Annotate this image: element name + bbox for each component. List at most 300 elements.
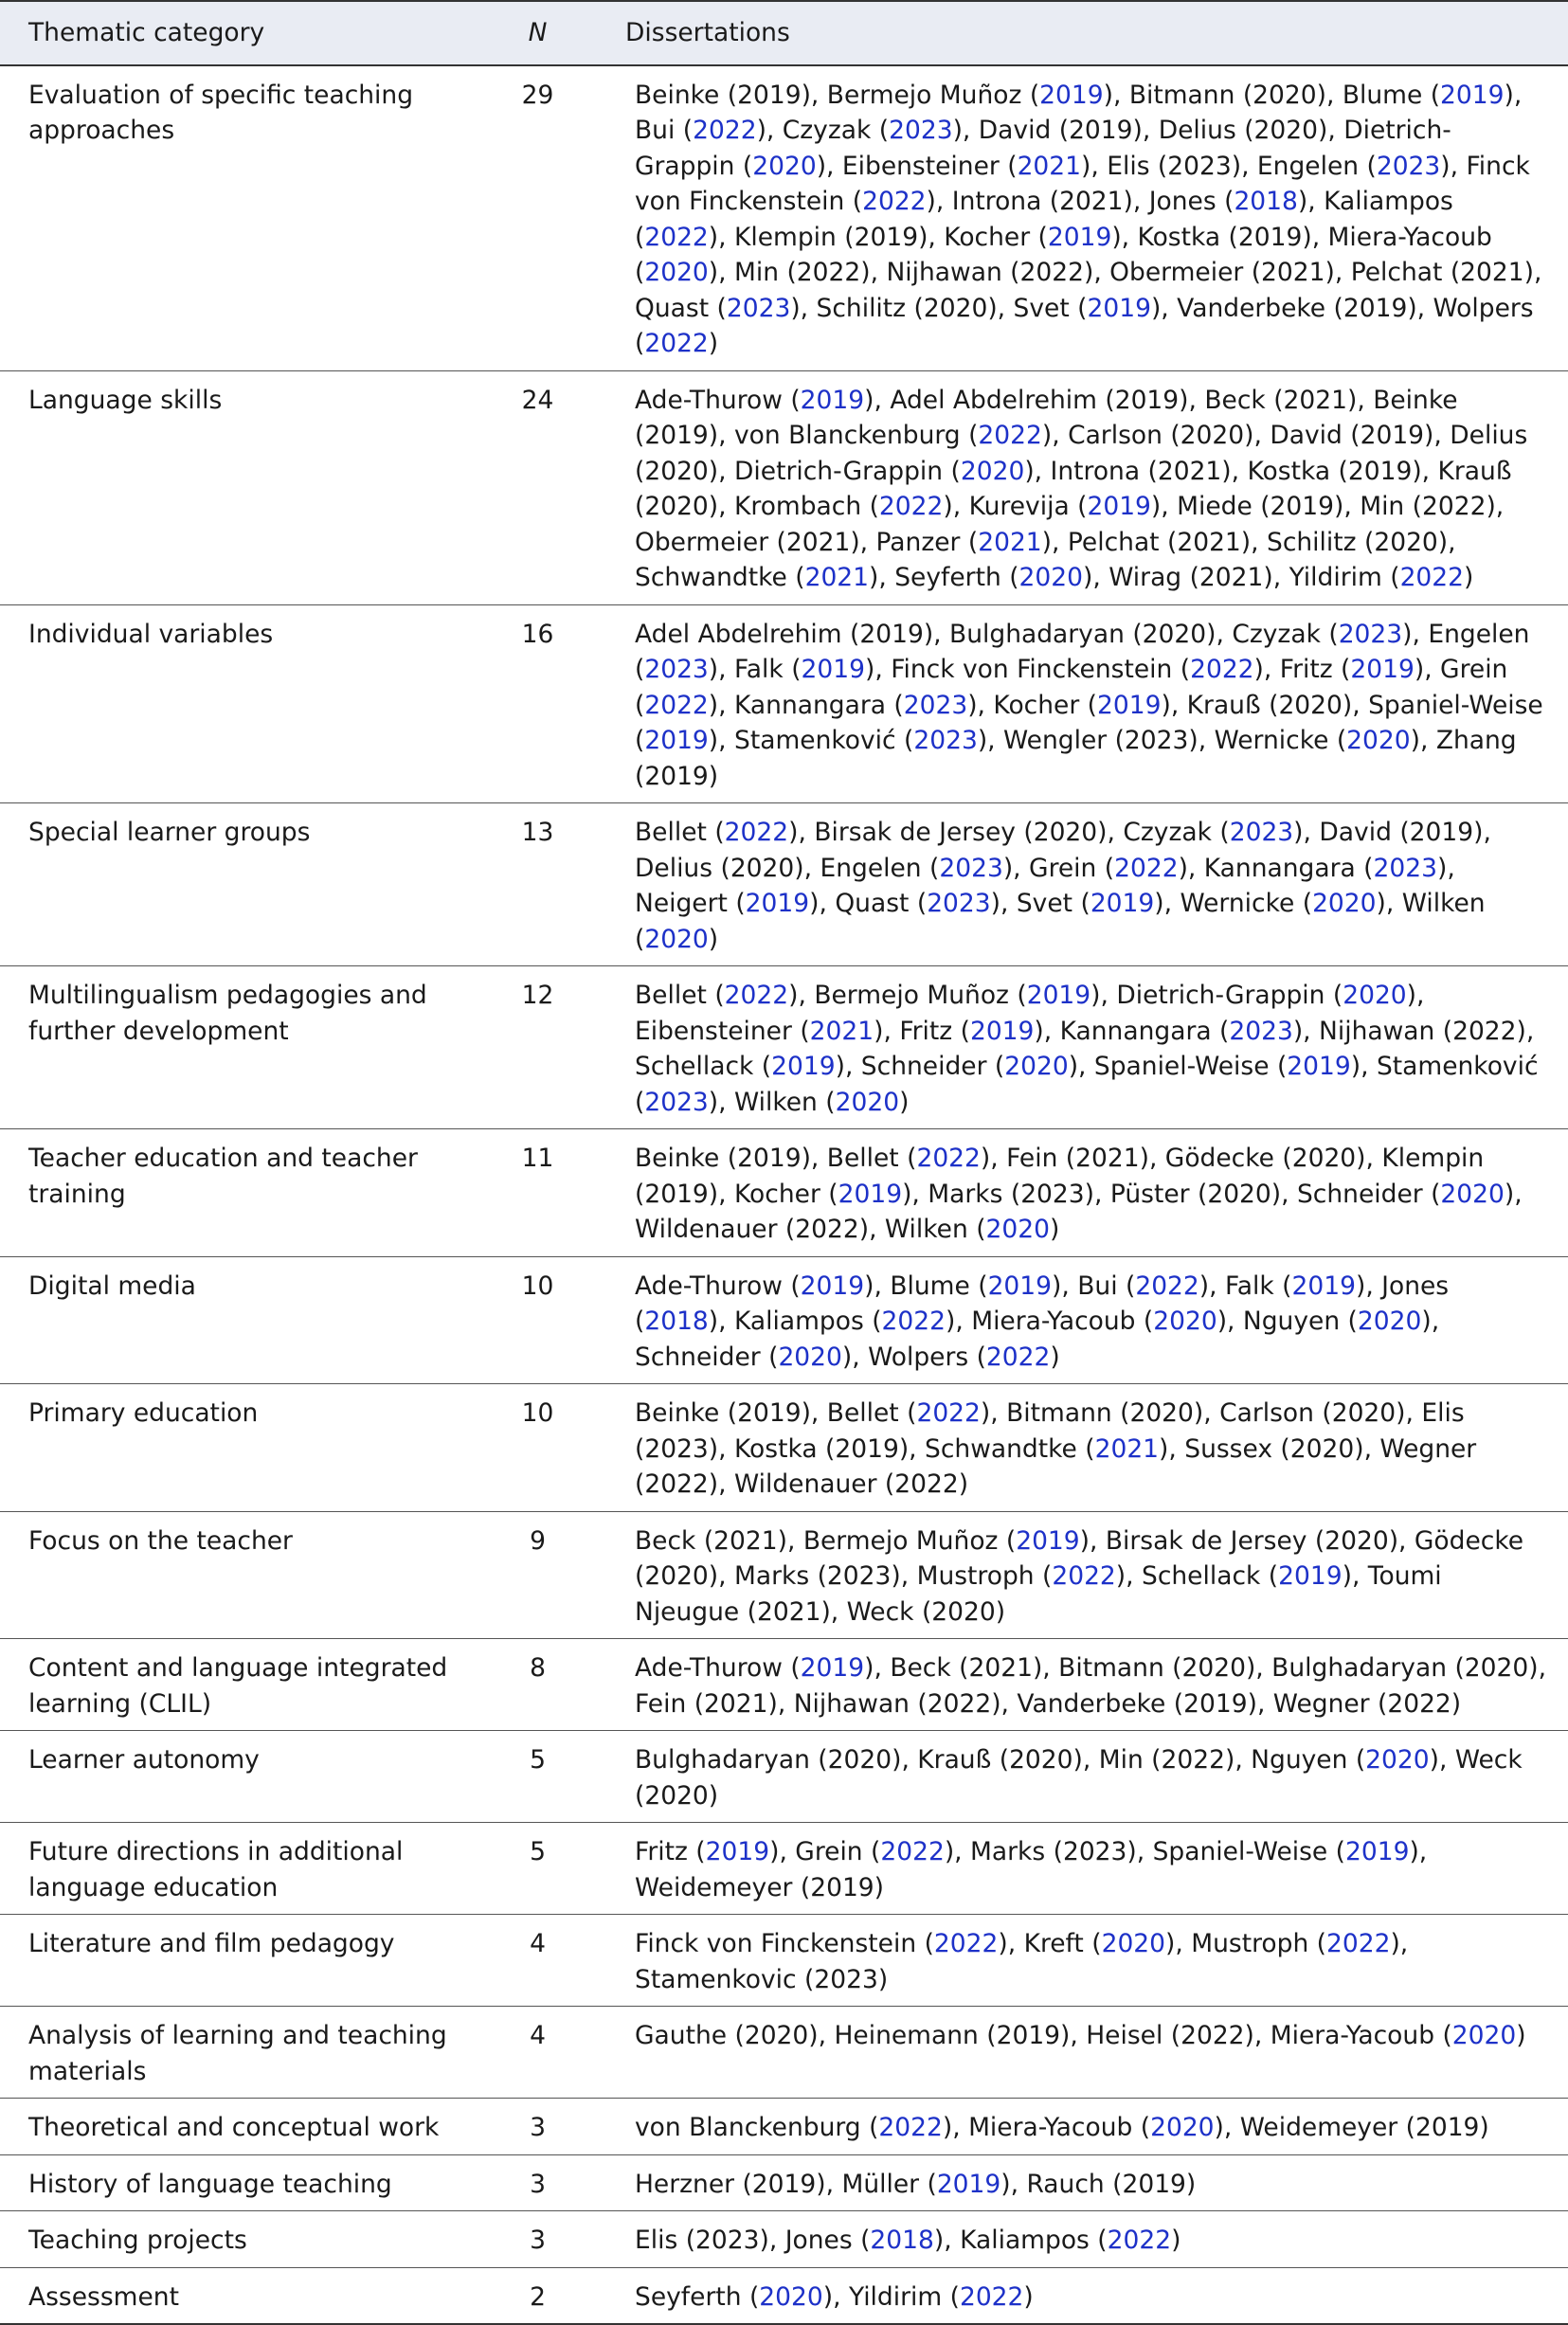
year-link[interactable]: 2019 [936, 2169, 1001, 2199]
dissertation-reference: Fein (2021) [635, 1688, 778, 1719]
dissertation-reference: Svet (2019) [1016, 889, 1164, 918]
dissertation-reference: Sussex (2020) [1184, 1433, 1364, 1464]
author-name: Pelchat [1350, 258, 1443, 287]
count-cell: 3 [478, 2099, 597, 2155]
year-link[interactable]: 2019 [771, 1052, 836, 1081]
author-name: Kaliampos [1324, 187, 1453, 216]
dissertation-reference: Bellet (2022) [635, 981, 799, 1010]
author-name: Mustroph [916, 1561, 1035, 1591]
author-name: Elis [635, 2226, 678, 2255]
author-name: Engelen [1256, 151, 1360, 181]
dissertation-reference: Schneider (2020) [860, 1052, 1079, 1081]
year-link[interactable]: 2019 [1087, 492, 1151, 521]
author-name: Miera-Yacoub [968, 2113, 1133, 2142]
year-link[interactable]: 2023 [1373, 853, 1437, 883]
category-cell: Focus on the teacher [0, 1511, 478, 1639]
author-name: Pelchat [1067, 527, 1160, 557]
year-link[interactable]: 2023 [1229, 818, 1294, 847]
author-name: Rauch [1026, 2169, 1105, 2199]
author-name: Min [1098, 1745, 1144, 1775]
year: 2019 [810, 1872, 874, 1902]
year-link[interactable]: 2019 [1287, 1052, 1351, 1081]
dissertation-reference: Rauch (2019) [1026, 2169, 1197, 2199]
author-name: Fritz [899, 1016, 953, 1046]
author-name: Nijhawan [1319, 1016, 1435, 1046]
year-link[interactable]: 2022 [1326, 1929, 1391, 1958]
dissertation-reference: Bulghadaryan (2020) [1271, 1653, 1539, 1683]
year: 2020 [744, 2021, 809, 2050]
year: 2019 [1114, 385, 1180, 415]
year-link[interactable]: 2019 [705, 1837, 770, 1866]
author-name: Ade-Thurow [635, 1271, 783, 1301]
year: 2019 [1360, 421, 1425, 450]
author-name: Beinke [635, 1398, 720, 1428]
year-link[interactable]: 2019 [1039, 80, 1104, 110]
year-link[interactable]: 2019 [644, 726, 709, 755]
author-name: Wilken [1401, 889, 1486, 918]
year-link[interactable]: 2023 [644, 655, 709, 684]
count-cell: 3 [478, 2154, 597, 2211]
dissertation-reference: Beinke (2019) [635, 1398, 811, 1428]
dissertation-reference: Wegner (2022) [635, 1433, 1477, 1499]
year: 2020 [1291, 1144, 1357, 1173]
category-cell: Multilingualism pedagogies and further development [0, 966, 478, 1129]
author-name: Kostka [734, 1433, 818, 1464]
author-name: Spaniel-Weise [1152, 1837, 1328, 1866]
year: 2021 [1199, 563, 1264, 592]
year-link[interactable]: 2018 [644, 1307, 709, 1336]
dissertation-reference: Miera-Yacoub (2020) [971, 1307, 1228, 1336]
year: 2019 [751, 2169, 817, 2199]
author-name: Finck von Finckenstein [891, 655, 1173, 684]
year-link[interactable]: 2019 [1047, 222, 1112, 252]
dissertation-reference: Heisel (2022) [1086, 2021, 1254, 2050]
table-row [0, 370, 1568, 604]
author-name: Stamenković [1376, 1052, 1539, 1081]
year: 2019 [996, 2021, 1061, 2050]
dissertation-reference: Jones (2018) [1148, 187, 1308, 216]
author-name: Bellet [635, 981, 707, 1010]
year: 2020 [827, 1745, 892, 1775]
dissertations-cell: Bulghadaryan (2020), Krauß (2020), Min (2022), Nguyen (2020), Weck (2020) [597, 1731, 1568, 1823]
author-name: Bellet [635, 818, 707, 847]
year-link[interactable]: 2022 [878, 492, 944, 521]
year: 2021 [1059, 187, 1124, 216]
year-link[interactable]: 2018 [1234, 187, 1298, 216]
author-name: Bitmann [1128, 80, 1235, 110]
author-name: Grein [1440, 655, 1508, 684]
author-name: Engelen [820, 853, 922, 883]
year-link[interactable]: 2020 [1312, 889, 1377, 918]
author-name: Krauß [1437, 456, 1512, 486]
dissertation-reference: Czyzak (2023) [1232, 619, 1413, 649]
year-link[interactable]: 2018 [870, 2226, 934, 2255]
year-link[interactable]: 2019 [800, 1271, 865, 1301]
year: 2020 [1207, 1179, 1271, 1209]
year-link[interactable]: 2020 [1440, 1179, 1505, 1209]
dissertation-reference: Jones (2018) [635, 1271, 1450, 1336]
year-link[interactable]: 2019 [745, 889, 810, 918]
dissertations-cell: von Blanckenburg (2022), Miera-Yacoub (2020), Weidemeyer (2019) [597, 2099, 1568, 2155]
dissertation-reference: Delius (2020) [1158, 116, 1328, 145]
dissertation-reference: Zhang (2019) [635, 726, 1517, 791]
author-name: Blume [1342, 80, 1423, 110]
year: 2023 [695, 2226, 760, 2255]
dissertation-reference: Wirag (2021) [1108, 563, 1273, 592]
year-link[interactable]: 2022 [1190, 655, 1254, 684]
category-cell: Language skills [0, 370, 478, 604]
author-name: Nguyen [1251, 1745, 1348, 1775]
year-link[interactable]: 2023 [726, 293, 791, 323]
year: 2020 [931, 1596, 996, 1627]
year-link[interactable]: 2020 [1346, 726, 1411, 755]
year-link[interactable]: 2022 [878, 2113, 943, 2142]
author-name: Bermejo Muñoz [814, 981, 1009, 1010]
dissertation-reference: Finck von Finckenstein (2022) [635, 1929, 1008, 1958]
dissertation-reference: Wolpers (2022) [868, 1342, 1060, 1372]
year-link[interactable]: 2020 [1365, 1745, 1430, 1775]
author-name: Schellack [1142, 1561, 1261, 1591]
table-row [0, 2007, 1568, 2099]
year: 2019 [854, 222, 919, 252]
dissertation-reference: Gödecke (2020) [1164, 1144, 1366, 1173]
year-link[interactable]: 2020 [1153, 1307, 1217, 1336]
author-name: Kostka [1247, 456, 1331, 486]
year: 2020 [1331, 1398, 1397, 1428]
author-name: Bitmann [1006, 1398, 1112, 1428]
dissertation-reference: Mustroph (2022) [916, 1561, 1126, 1591]
dissertation-reference: Schneider (2020) [635, 1342, 853, 1372]
year-link[interactable]: 2019 [1087, 293, 1151, 323]
year-link[interactable]: 2023 [913, 726, 978, 755]
dissertation-reference: Bermejo Muñoz (2019) [826, 80, 1113, 110]
author-name: Dietrich-Grappin [734, 456, 944, 486]
author-name: Yildirim [848, 2281, 943, 2312]
dissertation-reference: Adel Abdelrehim (2019) [890, 385, 1189, 415]
year-link[interactable]: 2022 [881, 1307, 946, 1336]
author-name: Marks [734, 1561, 810, 1591]
dissertation-reference: von Blanckenburg (2022) [635, 2113, 953, 2142]
year-link[interactable]: 2020 [644, 258, 709, 287]
year: 2019 [644, 1179, 709, 1209]
year-link[interactable]: 2023 [1229, 1016, 1293, 1046]
year-link[interactable]: 2022 [644, 690, 709, 720]
author-name: Schellack [635, 1052, 754, 1081]
dissertation-reference: Weidemeyer (2019) [1239, 2113, 1489, 2142]
year-link[interactable]: 2023 [927, 889, 991, 918]
dissertation-reference: Grein (2022) [1029, 853, 1188, 883]
author-name: Kannangara [1203, 853, 1356, 883]
dissertation-reference: Miera-Yacoub (2020) [968, 2113, 1224, 2142]
dissertation-reference: Finck von Finckenstein (2022) [891, 655, 1264, 684]
dissertations-cell: Seyferth (2020), Yildirim (2022) [597, 2267, 1568, 2324]
table-row [0, 1823, 1568, 1915]
category-cell: Future directions in additional language education [0, 1823, 478, 1915]
dissertation-reference: Introna (2021) [1050, 456, 1232, 486]
author-name: David [1319, 818, 1392, 847]
year: 2023 [1124, 726, 1189, 755]
year-link[interactable]: 2021 [809, 1016, 874, 1046]
author-name: Wernicke [1180, 889, 1295, 918]
dissertation-reference: Dietrich-Grappin (2020) [635, 116, 1451, 181]
count-cell: 8 [478, 1639, 597, 1731]
year-link[interactable]: 2022 [985, 1342, 1051, 1372]
year-link[interactable]: 2022 [933, 1929, 999, 1958]
dissertations-cell: Bellet (2022), Bermejo Muñoz (2019), Dietrich-Grappin (2020), Eibensteiner (2021), Fritz (2019), Kannangara (2023), Nijhawan (2022), Schellack (2019), Schneider (2020), Spaniel-Weise (2019), Stamenković (2023), Wilken (2020) [597, 966, 1568, 1129]
dissertations-cell: Bellet (2022), Birsak de Jersey (2020), Czyzak (2023), David (2019), Delius (2020), Engelen (2023), Grein (2022), Kannangara (2023), Neigert (2019), Quast (2023), Svet (2019), Wernicke (2020), Wilken (2020) [597, 803, 1568, 966]
author-name: Wolpers [868, 1342, 969, 1372]
author-name: Herzner [635, 2169, 735, 2199]
dissertation-reference: Marks (2023) [970, 1837, 1137, 1866]
category-cell: Analysis of learning and teaching materials [0, 2007, 478, 2099]
dissertation-reference: Bitmann (2020) [1128, 80, 1326, 110]
dissertation-reference: Panzer (2021) [875, 527, 1053, 557]
year-link[interactable]: 2019 [969, 1016, 1035, 1046]
year-link[interactable]: 2022 [724, 981, 789, 1010]
author-name: Kocher [734, 1179, 820, 1209]
author-name: Delius [1450, 421, 1528, 450]
author-name: Bui [635, 116, 676, 145]
author-name: Heinemann [834, 2021, 979, 2050]
dissertation-reference: Kocher (2019) [993, 690, 1171, 720]
dissertation-reference: Pelchat (2021) [1067, 527, 1252, 557]
dissertation-reference: Elis (2023) [1107, 151, 1242, 181]
author-name: Miera-Yacoub [971, 1307, 1136, 1336]
year-link[interactable]: 2022 [880, 1837, 945, 1866]
table-row [0, 803, 1568, 966]
author-name: Beck [1204, 385, 1266, 415]
year-link[interactable]: 2020 [778, 1342, 842, 1372]
author-name: Kannangara [1059, 1016, 1212, 1046]
year-link[interactable]: 2022 [644, 329, 709, 358]
author-name: Grein [795, 1837, 863, 1866]
year-link[interactable]: 2020 [1004, 1052, 1069, 1081]
count-cell: 12 [478, 966, 597, 1129]
year-link[interactable]: 2022 [978, 421, 1042, 450]
dissertation-reference: Fein (2021) [1006, 1144, 1149, 1173]
dissertation-reference: Kaliampos (2022) [960, 2226, 1181, 2255]
dissertation-reference: Nijhawan (2022) [793, 1688, 1001, 1719]
author-name: Adel Abdelrehim [890, 385, 1097, 415]
dissertation-reference: Min (2022) [1360, 492, 1496, 521]
dissertation-reference: Toumi Njeugue (2021) [635, 1561, 1442, 1627]
author-name: Marks [928, 1179, 1003, 1209]
dissertation-reference: Grein (2022) [635, 655, 1508, 720]
dissertation-reference: Seyferth (2020) [635, 2281, 834, 2312]
year-link[interactable]: 2021 [978, 527, 1042, 557]
year-link[interactable]: 2019 [801, 655, 865, 684]
year-link[interactable]: 2023 [939, 853, 1003, 883]
year-link[interactable]: 2020 [752, 151, 817, 181]
year-link[interactable]: 2019 [800, 385, 865, 415]
year-link[interactable]: 2022 [862, 187, 927, 216]
year-link[interactable]: 2020 [759, 2281, 823, 2312]
dissertation-reference: Min (2022) [734, 258, 871, 287]
year-link[interactable]: 2019 [1291, 1271, 1356, 1301]
dissertation-reference: Krauß (2020) [917, 1745, 1083, 1775]
dissertation-reference: Bermejo Muñoz (2019) [814, 981, 1101, 1010]
year-link[interactable]: 2021 [1017, 151, 1082, 181]
dissertation-reference: Wernicke (2020) [1214, 726, 1420, 755]
author-name: Carlson [1068, 421, 1162, 450]
dissertation-reference: Adel Abdelrehim (2019) [635, 619, 934, 649]
year-link[interactable]: 2019 [1097, 690, 1162, 720]
year: 2021 [968, 1653, 1033, 1683]
year-link[interactable]: 2022 [724, 818, 789, 847]
author-name: Jones [784, 2226, 853, 2255]
author-name: Weidemeyer [1239, 2113, 1398, 2142]
author-name: Fein [1006, 1144, 1058, 1173]
year-link[interactable]: 2022 [1052, 1561, 1116, 1591]
author-name: Nijhawan [793, 1688, 910, 1719]
dissertation-reference: Krombach (2022) [734, 492, 953, 521]
author-name: Jones [1381, 1271, 1450, 1301]
year-link[interactable]: 2020 [1018, 563, 1083, 592]
author-name: Dietrich-Grappin [635, 116, 1451, 181]
year-link[interactable]: 2022 [1135, 1271, 1199, 1301]
year: 2020 [1374, 527, 1438, 557]
year-link[interactable]: 2022 [916, 1144, 981, 1173]
author-name: David [1270, 421, 1343, 450]
author-name: Sussex [1184, 1433, 1272, 1464]
table-row [0, 2211, 1568, 2268]
author-name: Toumi Njeugue [635, 1561, 1442, 1627]
year-link[interactable]: 2019 [1026, 981, 1091, 1010]
table-row [0, 1915, 1568, 2007]
dissertation-reference: Wilken (2020) [635, 889, 1486, 954]
year-link[interactable]: 2022 [916, 1398, 981, 1428]
year-link[interactable]: 2020 [960, 456, 1025, 486]
table-row [0, 966, 1568, 1129]
author-name: Müller [841, 2169, 920, 2199]
count-cell: 11 [478, 1129, 597, 1257]
dissertation-reference: Nguyen (2020) [1242, 1307, 1432, 1336]
header-n: N [478, 1, 597, 65]
author-name: Beck [890, 1653, 951, 1683]
year: 2021 [704, 1688, 768, 1719]
year-link[interactable]: 2019 [1350, 655, 1415, 684]
author-name: Gödecke [1414, 1525, 1524, 1556]
year-link[interactable]: 2023 [1338, 619, 1403, 649]
dissertations-cell: Adel Abdelrehim (2019), Bulghadaryan (2020), Czyzak (2023), Engelen (2023), Falk (2019), Finck von Finckenstein (2022), Fritz (2019), Grein (2022), Kannangara (2023), Kocher (2019), Krauß (2020), Spaniel-Weise (2019), Stamenković (2023), Wengler (2023), Wernicke (2020), Zhang (2019) [597, 604, 1568, 803]
year-link[interactable]: 2019 [800, 1653, 865, 1683]
header-row [0, 1, 1568, 65]
dissertation-reference: Müller (2019) [841, 2169, 1011, 2199]
dissertation-reference: Weck (2020) [846, 1596, 1006, 1627]
year-link[interactable]: 2020 [1343, 981, 1407, 1010]
year-link[interactable]: 2020 [1357, 1307, 1422, 1336]
author-name: Fritz [1279, 655, 1333, 684]
year-link[interactable]: 2019 [1016, 1525, 1080, 1556]
year: 2020 [923, 293, 988, 323]
year-link[interactable]: 2020 [644, 924, 709, 954]
dissertation-reference: Obermeier (2021) [635, 527, 860, 557]
dissertations-cell: Finck von Finckenstein (2022), Kreft (2020), Mustroph (2022), Stamenkovic (2023) [597, 1915, 1568, 2007]
year-link[interactable]: 2019 [1090, 889, 1155, 918]
year: 2019 [1409, 818, 1474, 847]
count-cell: 4 [478, 1915, 597, 2007]
author-name: Spaniel-Weise [1093, 1052, 1270, 1081]
dissertation-reference: Bui (2022) [1077, 1271, 1210, 1301]
year-link[interactable]: 2020 [985, 1215, 1050, 1244]
author-name: Wildenauer [734, 1469, 877, 1499]
author-name: Wildenauer [635, 1215, 778, 1244]
year-link[interactable]: 2020 [1451, 2021, 1517, 2050]
year-link[interactable]: 2023 [903, 690, 968, 720]
year: 2019 [835, 1433, 899, 1464]
author-name: Bellet [826, 1398, 899, 1428]
dissertation-reference: Bui (2022) [635, 116, 766, 145]
count-cell: 13 [478, 803, 597, 966]
dissertation-reference: Bitmann (2020) [1058, 1653, 1256, 1683]
year-link[interactable]: 2022 [1399, 563, 1465, 592]
dissertation-reference: Quast (2023) [635, 293, 801, 323]
author-name: Krauß [1186, 690, 1261, 720]
dissertation-reference: Nguyen (2020) [1251, 1745, 1439, 1775]
dissertation-reference: Ade-Thurow (2019) [635, 385, 874, 415]
year: 2021 [1460, 258, 1524, 287]
author-name: Kurevija [968, 492, 1070, 521]
dissertation-reference: Neigert (2019) [635, 889, 820, 918]
dissertation-reference: Engelen (2023) [635, 619, 1530, 684]
dissertation-reference: Beinke (2019) [635, 80, 811, 110]
year-link[interactable]: 2019 [1345, 1837, 1410, 1866]
year-link[interactable]: 2023 [644, 1087, 709, 1117]
year-link[interactable]: 2021 [804, 563, 870, 592]
year-link[interactable]: 2023 [889, 116, 953, 145]
year: 2022 [1452, 1016, 1517, 1046]
dissertation-reference: Bellet (2022) [826, 1398, 991, 1428]
year-link[interactable]: 2022 [644, 222, 709, 252]
year-link[interactable]: 2020 [1150, 2113, 1215, 2142]
author-name: Finck von Finckenstein [635, 1929, 917, 1958]
table-row [0, 2267, 1568, 2324]
dissertation-reference: Delius (2020) [635, 853, 804, 883]
year: 2022 [1181, 2021, 1245, 2050]
dissertation-reference: Elis (2023) [635, 2226, 769, 2255]
dissertation-reference: Obermeier (2021) [1109, 258, 1335, 287]
year-link[interactable]: 2019 [987, 1271, 1053, 1301]
dissertation-reference: Yildirim (2022) [1289, 563, 1474, 592]
year: 2020 [1181, 1653, 1246, 1683]
year: 2022 [894, 1469, 959, 1499]
year-link[interactable]: 2019 [838, 1179, 903, 1209]
author-name: Neigert [635, 889, 728, 918]
author-name: Wegner [1379, 1433, 1477, 1464]
dissertation-reference: Birsak de Jersey (2020) [814, 818, 1108, 847]
category-cell: Evaluation of specific teaching approaches [0, 65, 478, 371]
year-link[interactable]: 2019 [1440, 80, 1505, 110]
year-link[interactable]: 2020 [1101, 1929, 1166, 1958]
year: 2019 [737, 80, 802, 110]
author-name: Min [1360, 492, 1405, 521]
year-link[interactable]: 2020 [835, 1087, 900, 1117]
year-link[interactable]: 2022 [693, 116, 757, 145]
year-link[interactable]: 2022 [1107, 2226, 1172, 2255]
year-link[interactable]: 2021 [1094, 1433, 1160, 1464]
table-body [0, 65, 1568, 2325]
dissertation-reference: Bulghadaryan (2020) [949, 619, 1217, 649]
author-name: Miera-Yacoub [1327, 222, 1492, 252]
dissertation-reference: Beck (2021) [635, 1525, 787, 1556]
year-link[interactable]: 2022 [959, 2281, 1024, 2312]
year-link[interactable]: 2022 [1114, 853, 1179, 883]
count-cell: 16 [478, 604, 597, 803]
year-link[interactable]: 2019 [1278, 1561, 1343, 1591]
year-link[interactable]: 2023 [1376, 151, 1441, 181]
author-name: Obermeier [635, 527, 769, 557]
dissertation-reference: Blume (2019) [1342, 80, 1514, 110]
